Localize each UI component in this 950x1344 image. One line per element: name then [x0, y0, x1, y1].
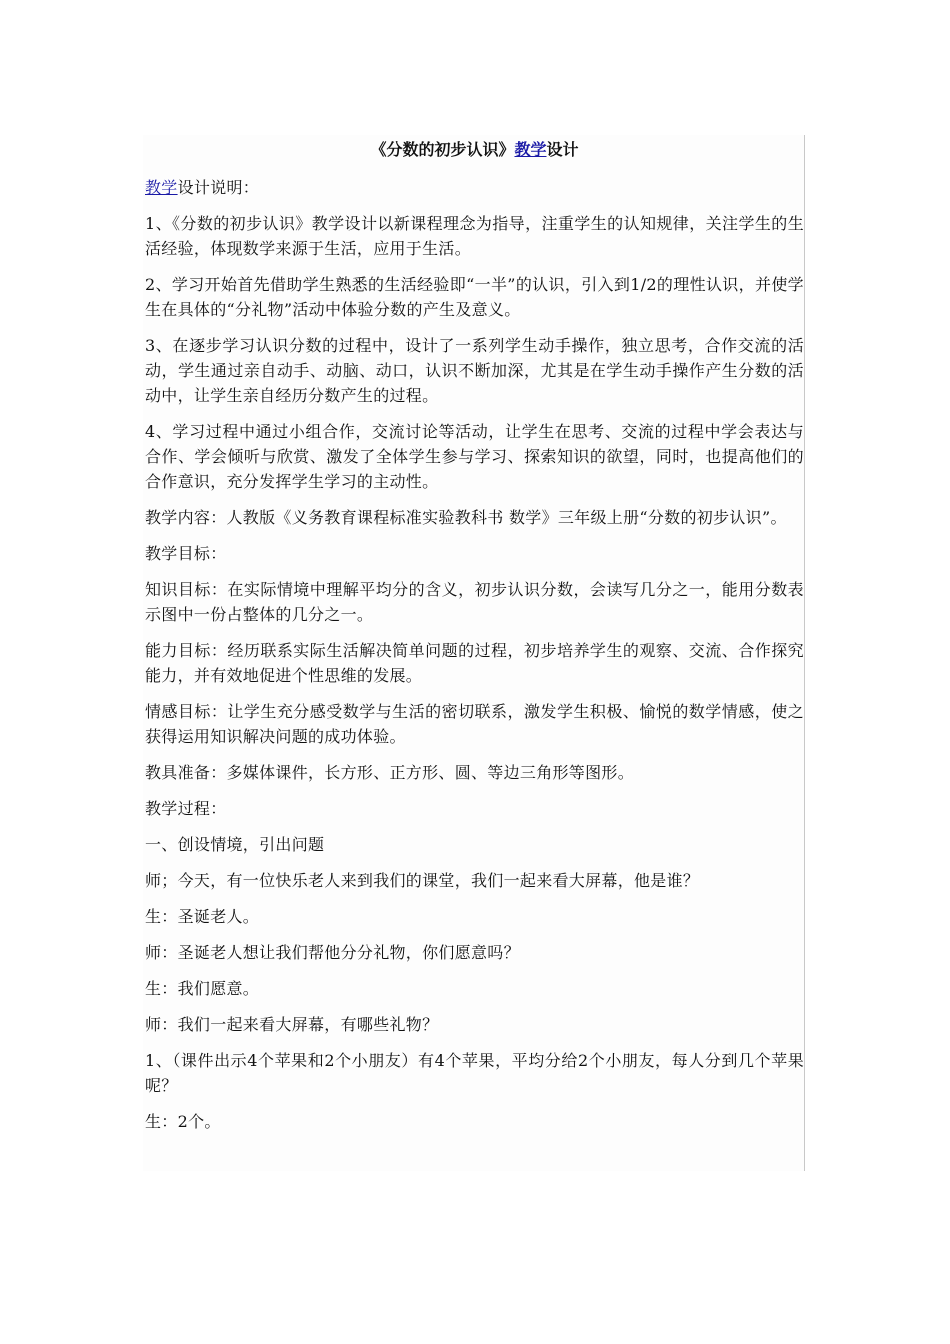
document-page	[143, 135, 805, 1171]
teaching-content: 教学内容：人教版《义务教育课程标准实验教科书 数学》三年级上册“分数的初步认识”。	[145, 508, 787, 527]
intro-heading	[145, 175, 804, 200]
title-prefix: 《分数的初步认识》	[370, 140, 515, 159]
dialogue-line: 生：我们愿意。	[145, 979, 260, 998]
ability-goal: 能力目标：经历联系实际生活解决简单问题的过程，初步培养学生的观察、交流、合作探究能力，并有效地促进个性思维的发展。	[145, 641, 804, 685]
knowledge-goal: 知识目标：在实际情境中理解平均分的含义，初步认识分数，会读写几分之一，能用分数表示图中一份占整体的几分之一。	[145, 580, 804, 624]
paragraph-2: 2、学习开始首先借助学生熟悉的生活经验即“一半”的认识，引入到1/2的理性认识，并使学生在具体的“分礼物”活动中体验分数的产生及意义。	[145, 275, 804, 319]
dialogue-line: 生：2个。	[145, 1112, 221, 1131]
title-link-teaching[interactable]: 教学	[514, 140, 547, 159]
dialogue-line: 师：我们一起来看大屏幕，有哪些礼物？	[145, 1015, 439, 1034]
intro-link-teaching[interactable]: 教学	[145, 178, 178, 197]
section-1-heading: 一、创设情境，引出问题	[145, 835, 325, 854]
activity-1: 1、（课件出示4个苹果和2个小朋友）有4个苹果，平均分给2个小朋友，每人分到几个苹果呢？	[145, 1051, 804, 1095]
paragraph-3: 3、在逐步学习认识分数的过程中，设计了一系列学生动手操作，独立思考，合作交流的活动，学生通过亲自动手、动脑、动口，认识不断加深，尤其是在学生动手操作产生分数的活动中，让学生亲自经历分数产生的过程。	[145, 336, 804, 405]
paragraph-4: 4、学习过程中通过小组合作，交流讨论等活动，让学生在思考、交流的过程中学会表达与合作、学会倾听与欣赏、激发了全体学生参与学习、探索知识的欲望，同时，也提高他们的合作意识，充分发挥学生学习的主动性。	[145, 422, 804, 491]
dialogue-line: 生：圣诞老人。	[145, 907, 260, 926]
teaching-goals-heading: 教学目标：	[145, 544, 227, 563]
paragraph-1: 1、《分数的初步认识》教学设计以新课程理念为指导，注重学生的认知规律，关注学生的生活经验，体现数学来源于生活，应用于生活。	[145, 214, 804, 258]
document-title	[145, 139, 804, 161]
title-suffix: 设计	[546, 140, 579, 159]
teaching-process-heading: 教学过程：	[145, 799, 227, 818]
emotion-goal: 情感目标：让学生充分感受数学与生活的密切联系，激发学生积极、愉悦的数学情感，使之获得运用知识解决问题的成功体验。	[145, 702, 804, 746]
intro-text: 设计说明：	[177, 178, 260, 197]
dialogue-line: 师：圣诞老人想让我们帮他分分礼物，你们愿意吗？	[145, 943, 520, 962]
dialogue-line: 师；今天，有一位快乐老人来到我们的课堂，我们一起来看大屏幕，他是谁？	[145, 871, 700, 890]
teaching-aids: 教具准备：多媒体课件，长方形、正方形、圆、等边三角形等图形。	[145, 763, 635, 782]
